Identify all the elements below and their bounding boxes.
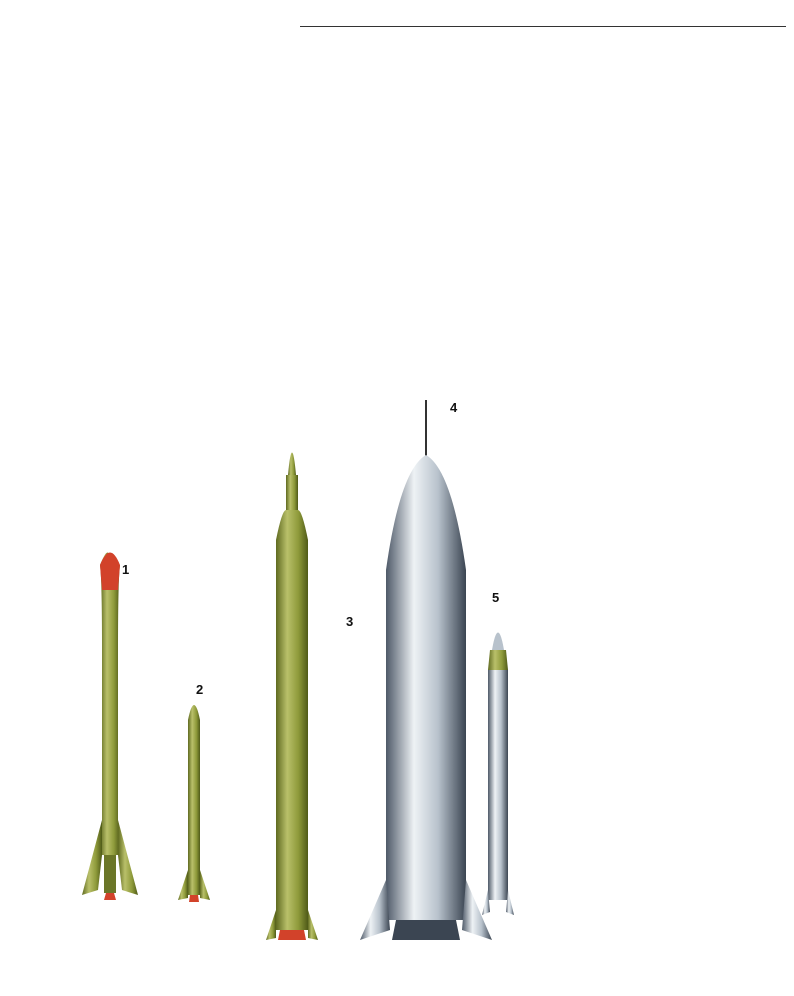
rocket-label-4: 4: [450, 400, 458, 415]
rockets-illustration: [60, 400, 536, 960]
header-rule: [300, 26, 786, 27]
rocket-2: [178, 705, 210, 902]
rocket-4: [360, 400, 492, 940]
rocket-label-1: 1: [122, 562, 130, 577]
section-title: [564, 4, 784, 24]
rocket-specs-column: [300, 28, 522, 29]
rocket-label-5: 5: [492, 590, 500, 605]
running-head: [0, 0, 794, 28]
rockets-drawing: [60, 400, 536, 960]
rocket-1: [82, 553, 138, 901]
text-column-left: [60, 34, 286, 36]
rocket-5: [482, 633, 514, 916]
rocket-label-3: 3: [346, 614, 354, 629]
rocket-3: [266, 453, 318, 941]
rocket-label-2: 2: [196, 682, 204, 697]
text-column-right: [536, 34, 750, 36]
